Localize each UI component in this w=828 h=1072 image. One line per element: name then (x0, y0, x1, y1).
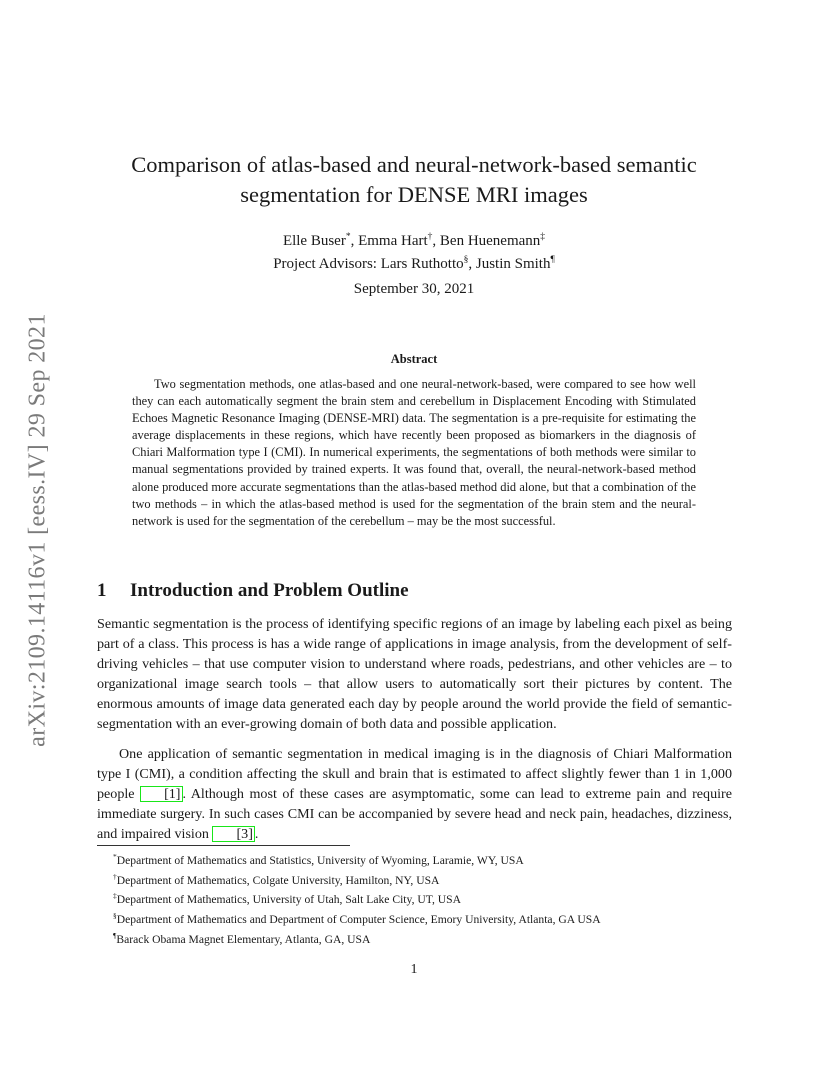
footnote-text: Department of Mathematics, Colgate University, Hamilton, NY, USA (116, 873, 440, 887)
author-mark[interactable]: * (345, 232, 351, 242)
footnote-rule (97, 845, 350, 846)
advisors-label: Project Advisors: (273, 256, 381, 272)
title-line-1: Comparison of atlas-based and neural-network-based semantic (131, 152, 697, 177)
footnote-text: Department of Mathematics and Statistics, University of Wyoming, Laramie, WY, USA (116, 853, 524, 867)
author-mark[interactable]: ¶ (550, 255, 555, 265)
title-line-2: segmentation for DENSE MRI images (240, 182, 588, 207)
author-mark[interactable]: † (427, 232, 433, 242)
author-mark[interactable]: ‡ (540, 232, 546, 242)
paragraph-text: . (254, 825, 259, 842)
authors-line: Elle Buser*, Emma Hart†, Ben Huenemann‡ (282, 232, 546, 249)
paragraph-text: . Although most of these cases are asymptomatic, some can lead to extreme pain and require immediate surgery. In such cases CMI can be accompanied by severe head and neck pain, headaches, dizziness, and impaired vision (97, 785, 732, 842)
paper-date: September 30, 2021 (353, 281, 475, 297)
author-block (96, 228, 732, 274)
paper-title (96, 150, 732, 210)
citation-link[interactable]: [3] (212, 826, 254, 842)
footnote-mark: † (113, 871, 117, 881)
abstract-heading: Abstract (390, 352, 438, 366)
footnote-text: Department of Mathematics and Department of Computer Science, Emory University, Atlanta, GA USA (116, 912, 601, 926)
footnote-mark: ¶ (113, 930, 117, 940)
section-heading (97, 580, 409, 602)
author-name: Elle Buser (282, 233, 346, 249)
footnote (113, 888, 733, 908)
intro-paragraph-2 (97, 745, 732, 845)
arxiv-id-text: arXiv:2109.14116v1 [eess.IV] 29 Sep 2021 (24, 313, 51, 747)
author-name: Justin Smith (475, 256, 551, 272)
footnote (113, 849, 733, 869)
author-name: Ben Huenemann (439, 233, 541, 249)
footnotes (113, 849, 733, 947)
footnote-mark: ‡ (113, 891, 117, 901)
footnote (113, 928, 733, 948)
footnote-mark: * (113, 852, 117, 861)
author-name: Lars Ruthotto (380, 256, 464, 272)
abstract-text: Two segmentation methods, one atlas-based and one neural-network-based, were compared to see how well they can each automatically segment the brain stem and cerebellum in Displacement Encoding with Stimulated Echoes Magnetic Resonance Imaging (DENSE-MRI) data. The segmentation is a pre-requisite for estimating the average displacements in these regions, which have recently been proposed as biomarkers in the diagnosis of Chiari Malformation type I (CMI). In numerical experiments, the segmentations of both methods were similar to manual segmentations provided by trained experts. It was found that, overall, the neural-network-based method alone produced more accurate segmentations than the atlas-based method did alone, but that a combination of the two methods – in which the atlas-based method is used for the segmentation of the brain stem and the neural-network is used for the segmentation of the cerebellum – may be the most successful. (132, 377, 696, 528)
paragraph-text: One application of semantic segmentation in medical imaging is in the diagnosis of Chiari Malformation type I (CMI), a condition affecting the skull and brain that is estimated to affect slightly fewer than 1 in 1,000 people (97, 746, 732, 802)
footnote-mark: § (113, 910, 117, 920)
footnote-text: Barack Obama Magnet Elementary, Atlanta, GA, USA (116, 932, 371, 946)
section-number: 1 (97, 580, 107, 601)
footnote (113, 908, 733, 928)
section-title: Introduction and Problem Outline (130, 580, 409, 601)
footnote (113, 869, 733, 889)
footnote-text: Department of Mathematics, University of Utah, Salt Lake City, UT, USA (116, 893, 461, 907)
intro-paragraph-1: Semantic segmentation is the process of identifying specific regions of an image by labeling each pixel as being part of a class. This process is has a wide range of applications in image analysis, from the development of self-driving vehicles – that use computer vision to understand where roads, pedestrians, and other vehicles are – to organizational image search tools – that allow users to automatically sort their pictures by content. The enormous amounts of image data generated each day by people around the world provide the field of semantic-segmentation with an ever-growing domain of both data and possible application. (97, 616, 732, 732)
advisors-line: Project Advisors: Lars Ruthotto§, Justin Smith¶ (273, 255, 555, 272)
author-name: Emma Hart (358, 233, 428, 249)
page-number: 1 (410, 962, 418, 977)
citation-link[interactable]: [1] (140, 786, 182, 802)
arxiv-side-identifier (18, 290, 58, 770)
author-mark[interactable]: § (463, 255, 469, 265)
